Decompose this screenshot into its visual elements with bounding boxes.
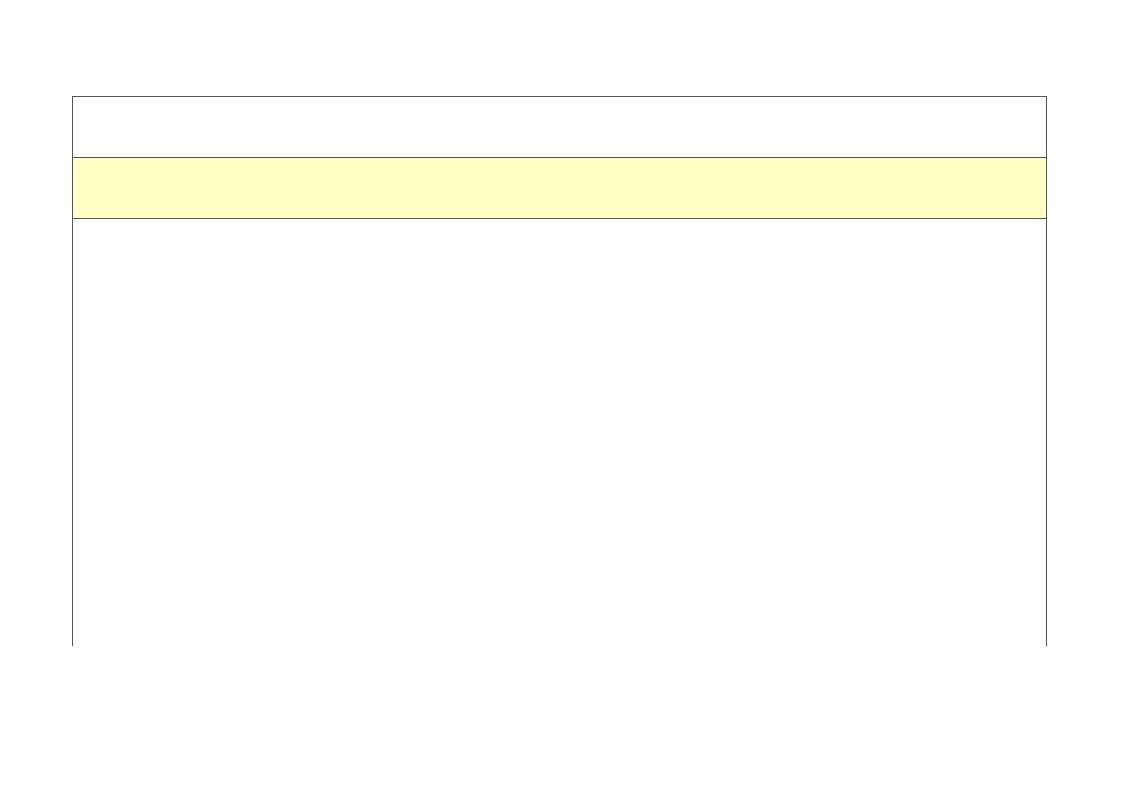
menu-sheet	[72, 96, 1047, 646]
header-row	[73, 158, 1046, 219]
date-header	[73, 158, 186, 218]
menu-title	[73, 97, 1046, 158]
